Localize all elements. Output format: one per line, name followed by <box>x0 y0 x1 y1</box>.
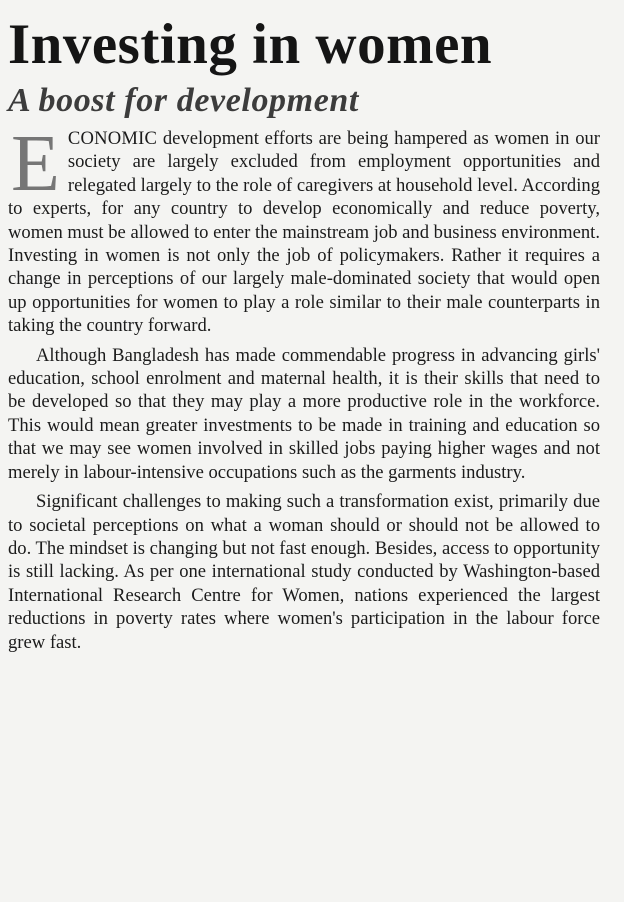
paragraph-1 <box>8 120 600 338</box>
headline: Investing in women <box>8 13 493 76</box>
subheadline: A boost for development <box>8 82 359 119</box>
drop-cap: E <box>11 120 60 208</box>
paragraph-1-text: development efforts are being hampered as women in our society are largely excluded from employment opportunities and relegated largely to the role of caregivers at household level. According to experts, for any country to develop economically and reduce poverty, women must be allowed to enter the mainstream job and business environment. Investing in women is not only the job of policymakers. Rather it requires a change in perceptions of our largely male-dominated society that would open up opportunities for women to play a role similar to their male counterparts in taking the country forward. <box>8 128 600 337</box>
paragraph-2: Although Bangladesh has made commendable progress in advancing girls' education, school enrolment and maternal health, it is their skills that need to be developed so that they may play a more productive role in the workforce. This would mean greater investments to be made in training and education so that we may see women involved in skilled jobs paying higher wages and not merely in labour-intensive occupations such as the garments industry. <box>8 344 600 483</box>
lead-word: CONOMIC <box>67 128 158 149</box>
paragraph-3: Significant challenges to making such a transformation exist, primarily due to societal perceptions on what a woman should or should not be allowed to do. The mindset is changing but not fast enough. Besides, access to opportunity is still lacking. As per one international study conducted by Washington-based International Research Centre for Women, nations experienced the largest reductions in poverty rates where women's participation in the labour force grew fast. <box>8 491 600 653</box>
article-body <box>8 120 600 654</box>
